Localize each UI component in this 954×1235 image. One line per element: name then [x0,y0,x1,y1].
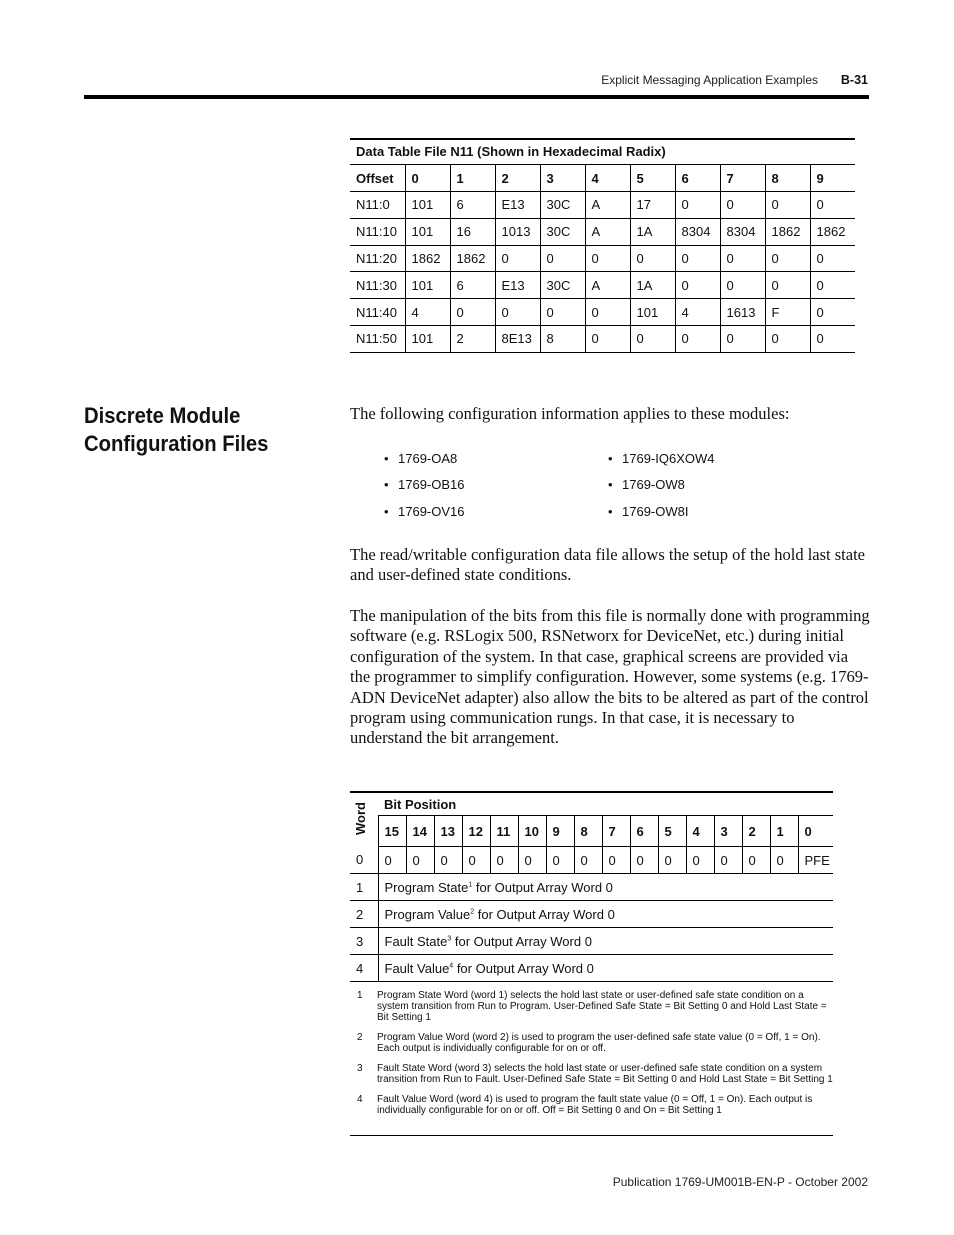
table-cell: 6 [450,192,495,219]
bit-number: 13 [434,816,462,847]
bit-number-row [350,816,833,847]
table-cell: 16 [450,218,495,245]
table-cell: E13 [495,272,540,299]
column-header: 7 [720,165,765,192]
table-cell: 0 [810,299,855,326]
table-cell: 8304 [720,218,765,245]
bit-number: 7 [602,816,630,847]
bit-number: 4 [686,816,714,847]
section-title [84,402,268,458]
bullet-icon: • [384,451,389,466]
table-cell: 0 [765,245,810,272]
word-description [378,901,833,928]
table-cell: 0 [720,325,765,352]
table-row [350,928,833,955]
bit-number: 5 [658,816,686,847]
table-cell: 0 [540,299,585,326]
module-list-item [608,504,688,519]
table-row [350,218,855,245]
bit-value: 0 [602,847,630,874]
table-cell: 101 [405,325,450,352]
footnote-ref: 2 [470,908,475,916]
table-cell: 0 [765,272,810,299]
bit-number: 1 [770,816,798,847]
table-row [350,192,855,219]
table-cell: 0 [810,325,855,352]
data-table-n11 [350,138,855,353]
word-column-header [350,792,378,847]
publication-footer: Publication 1769-UM001B-EN-P - October 2002 [612,1175,868,1189]
bit-number: 2 [742,816,770,847]
footnote [350,1063,833,1085]
column-header: 6 [675,165,720,192]
bit-number: 0 [798,816,833,847]
bit-value: 0 [490,847,518,874]
page-number: B-31 [840,73,868,87]
bit-value: 0 [546,847,574,874]
table-cell: 6 [450,272,495,299]
footnote [350,1094,833,1116]
footnote-number: 2 [357,1032,363,1043]
table-cell: 8 [540,325,585,352]
bit-value: 0 [630,847,658,874]
bit-number: 3 [714,816,742,847]
module-name: 1769-IQ6XOW4 [622,451,715,466]
module-name: 1769-OV16 [398,504,465,519]
bit-value: 0 [686,847,714,874]
description-text: Fault State [384,933,448,949]
column-header: 5 [630,165,675,192]
table-cell: 101 [405,218,450,245]
module-list-item [384,451,457,466]
table-cell: 2 [450,325,495,352]
row-offset: N11:20 [350,245,405,272]
table-cell: A [585,218,630,245]
table-cell: 30C [540,192,585,219]
table-cell: 1A [630,272,675,299]
column-header: 2 [495,165,540,192]
table-cell: 1A [630,218,675,245]
column-header: 8 [765,165,810,192]
module-name: 1769-OW8 [622,477,685,492]
table-row [350,901,833,928]
table-cell: 1013 [495,218,540,245]
table-cell: 0 [720,192,765,219]
table-cell: 0 [675,325,720,352]
bit-number: 10 [518,816,546,847]
table-row [350,245,855,272]
table-cell: 0 [450,299,495,326]
table-cell: E13 [495,192,540,219]
word-description [378,955,833,982]
table-cell: 0 [495,245,540,272]
table-cell: 101 [405,272,450,299]
footnote [350,990,833,1023]
table-cell: 101 [405,192,450,219]
word-number: 1 [350,874,378,901]
bullet-icon: • [384,477,389,492]
table-cell: A [585,192,630,219]
bit-value: 0 [518,847,546,874]
bit-number: 6 [630,816,658,847]
row-offset: N11:0 [350,192,405,219]
word-number: 0 [350,847,378,874]
description-text: Fault Value [384,960,450,976]
table-cell: 0 [810,245,855,272]
bit-position-table [350,791,833,982]
table-caption: Data Table File N11 (Shown in Hexadecimal Radix) [356,144,666,159]
module-list-item [608,451,715,466]
table-cell: 8E13 [495,325,540,352]
table-cell: 101 [630,299,675,326]
bit-number: 12 [462,816,490,847]
module-name: 1769-OA8 [398,451,458,466]
table-cell: 1862 [450,245,495,272]
table-cell: 0 [630,245,675,272]
footnote-ref: 1 [468,881,473,889]
column-header: 1 [450,165,495,192]
column-header: 9 [810,165,855,192]
module-list-item [384,477,465,492]
table-cell: 0 [810,272,855,299]
word-number: 4 [350,955,378,982]
module-name: 1769-OW8I [622,504,689,519]
table-cell: 0 [765,192,810,219]
table-cell: 0 [675,192,720,219]
table-cell: 0 [675,272,720,299]
module-list-item [384,504,465,519]
description-text: for Output Array Word 0 [474,906,615,922]
footnote-number: 1 [357,990,363,1001]
table-row [350,955,833,982]
table-cell: 0 [585,299,630,326]
column-header: Offset [350,165,405,192]
footnote [350,1032,833,1054]
bit-value: 0 [434,847,462,874]
row-offset: N11:50 [350,325,405,352]
table-row [350,272,855,299]
bit-number: 15 [378,816,406,847]
table-cell: 0 [585,245,630,272]
table-cell: 30C [540,272,585,299]
table-cell: 8304 [675,218,720,245]
bit-number: 14 [406,816,434,847]
section-title-line1: Discrete Module [84,403,241,428]
table-cell: 0 [765,325,810,352]
footnote-text: Program Value Word (word 2) is used to program the user-defined safe state value (0 = Off, 1 = On). Each output is individually configurable for on or off. [377,1032,821,1054]
footnotes [350,990,833,1125]
bit-number: 8 [574,816,602,847]
bit-value: 0 [574,847,602,874]
bit-value: 0 [378,847,406,874]
table-cell: F [765,299,810,326]
table-cell: 0 [585,325,630,352]
table-row [350,299,855,326]
bit-value: 0 [742,847,770,874]
table-cell: 0 [675,245,720,272]
table-cell: 0 [810,192,855,219]
table-cell: 0 [720,245,765,272]
section-title-line2: Configuration Files [84,431,269,456]
table-cell: 4 [675,299,720,326]
table-cell: A [585,272,630,299]
description-text: for Output Array Word 0 [472,879,613,895]
description-text: for Output Array Word 0 [451,933,592,949]
table-cell: 0 [495,299,540,326]
row-offset: N11:40 [350,299,405,326]
bit-position-header: Bit Position [378,792,833,816]
description-text: Program Value [384,906,471,922]
bullet-icon: • [384,504,389,519]
paragraph-manipulation: The manipulation of the bits from this file is normally done with programming software (e.g. RSLogix 500, RSNetworx for DeviceNet, etc.) during initial configuration of the system. In that case, graphical screens are provided via the programmer to simplify configuration. However, some systems (e.g. 1769-ADN DeviceNet adapter) also allow the bits to be altered as part of the control program using communication rungs. In that case, it is necessary to understand the bit arrangement. [350,606,870,748]
table-cell: 0 [630,325,675,352]
word-label: Word [353,802,368,835]
table-cell: 0 [540,245,585,272]
table-header-row [350,165,855,192]
table-cell: 1613 [720,299,765,326]
bit-number: 9 [546,816,574,847]
bit-value: 0 [714,847,742,874]
footnote-text: Fault Value Word (word 4) is used to program the fault state value (0 = Off, 1 = On). Each output is individually configurable for on or off. Off = Bit Setting 0 and On = Bit Setting 1 [377,1094,813,1116]
footnote-ref: 3 [447,935,452,943]
n11-table [350,164,855,353]
footnote-number: 4 [357,1094,363,1105]
footnote-ref: 4 [449,962,454,970]
row-offset: N11:30 [350,272,405,299]
table-cell: 1862 [405,245,450,272]
bit-number: 11 [490,816,518,847]
word-description [378,874,833,901]
table-cell: 30C [540,218,585,245]
bit-value: 0 [658,847,686,874]
column-header: 0 [405,165,450,192]
table-cell: 1862 [810,218,855,245]
bit-value: PFE [798,847,833,874]
footnote-text: Program State Word (word 1) selects the hold last state or user-defined safe state condition on a system transition from Run to Program. User-Defined Safe State = Bit Setting 0 and Hold Last State = Bit Setting 1 [377,990,827,1023]
table-cell: 1862 [765,218,810,245]
word-description [378,928,833,955]
bit-value: 0 [770,847,798,874]
column-header: 3 [540,165,585,192]
table-row [350,874,833,901]
bit-value: 0 [462,847,490,874]
column-header: 4 [585,165,630,192]
bullet-icon: • [608,477,613,492]
intro-text: The following configuration information applies to these modules: [350,404,790,423]
table-cell: 0 [720,272,765,299]
table-cell: 4 [405,299,450,326]
header-title: Explicit Messaging Application Examples [601,73,818,87]
bullet-icon: • [608,504,613,519]
word-number: 3 [350,928,378,955]
config-word-table [350,791,833,982]
module-name: 1769-OB16 [398,477,465,492]
bit-value: 0 [406,847,434,874]
header-rule [84,95,869,99]
table-cell: 17 [630,192,675,219]
word-number: 2 [350,901,378,928]
table-row [350,325,855,352]
module-list-item [608,477,685,492]
paragraph-read-writable: The read/writable configuration data file allows the setup of the hold last state and user-defined state conditions. [350,545,865,585]
page-header [0,73,868,91]
footnote-text: Fault State Word (word 3) selects the hold last state or user-defined safe state condition on a system transition from Run to Fault. User-Defined Safe State = Bit Setting 0 and Hold Last State = Bit Setting 1 [377,1063,833,1085]
footnotes-rule [350,1135,833,1136]
table-row [350,847,833,874]
bullet-icon: • [608,451,613,466]
description-text: Program State [384,879,469,895]
footnote-number: 3 [357,1063,363,1074]
row-offset: N11:10 [350,218,405,245]
description-text: for Output Array Word 0 [453,960,594,976]
